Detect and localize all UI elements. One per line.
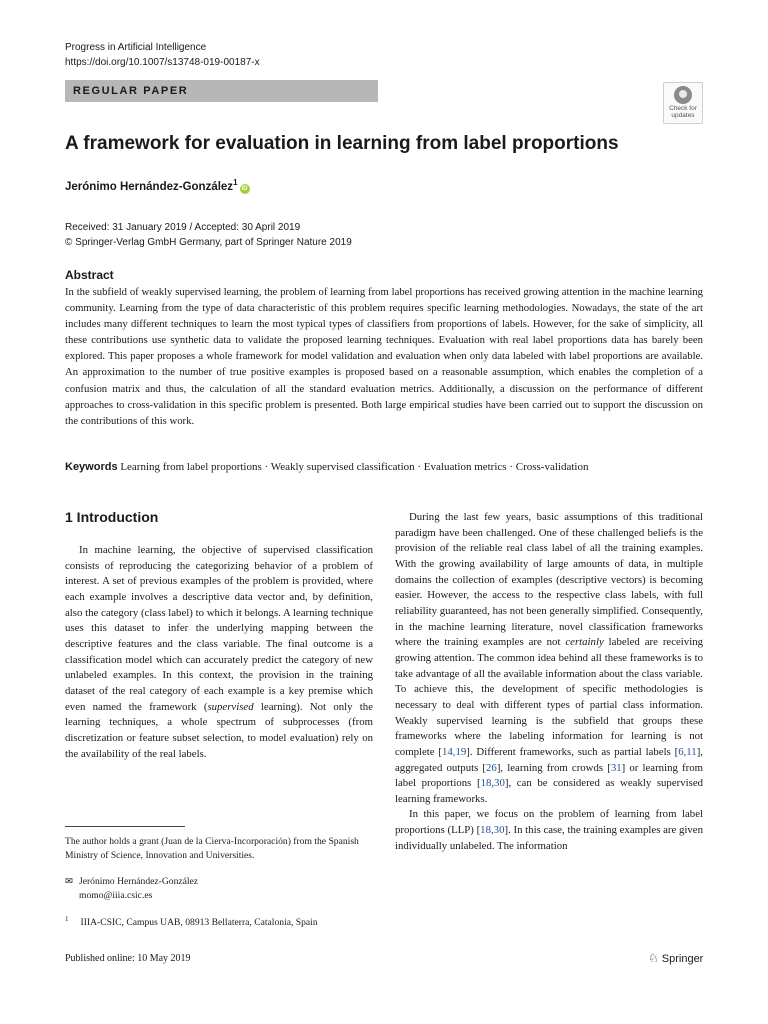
author-name: Jerónimo Hernández-González bbox=[65, 180, 234, 193]
check-updates-line-1: Check for bbox=[669, 105, 697, 112]
intro-paragraph-3: In this paper, we focus on the problem of learning from label proportions (LLP) [18,30]. In this case, the training examples are given individually unlabeled. The information bbox=[395, 808, 703, 852]
keywords-label: Keywords bbox=[65, 461, 118, 473]
correspondence-name: Jerónimo Hernández-González bbox=[79, 876, 199, 887]
journal-name: Progress in Artificial Intelligence bbox=[65, 42, 207, 53]
funding-footnote: The author holds a grant (Juan de la Cierva-Incorporación) from the Spanish Ministry of Science, Innovation and Universities. bbox=[65, 836, 359, 861]
affiliation bbox=[65, 912, 375, 930]
section-heading: 1 Introduction bbox=[65, 509, 159, 525]
publisher-name: Springer bbox=[661, 953, 704, 965]
abstract-heading: Abstract bbox=[65, 268, 114, 282]
publisher-logo bbox=[648, 951, 703, 965]
journal-info bbox=[65, 40, 260, 70]
keywords-line bbox=[65, 461, 705, 473]
crossmark-icon bbox=[674, 86, 692, 104]
right-column bbox=[395, 510, 703, 854]
paper-title: A framework for evaluation in learning from label proportions bbox=[65, 133, 619, 154]
citation-link[interactable]: 14,19 bbox=[442, 745, 467, 758]
footnote-divider bbox=[65, 826, 185, 827]
article-dates bbox=[65, 220, 352, 250]
intro-paragraph-1: In machine learning, the objective of supervised classification consists of reproducing the categorizing behavior of a problem of interest. A set of previous examples of the problem is provided, where each example involves a descriptive data vector and, by definition, also the category (class label) to which it belongs. A learning technique uses this dataset to infer the underlying mapping between the descriptive features and the class variable. The final outcome is a classification model which can accurately predict the category of new unlabeled examples. In this context, the provision in the training dataset of the real category of each example is a key premise which even named the framework (supervised learning). Not only the learning techniques, a whole spectrum of subprocesses (from discretization or feature subset selection, to model evaluation) rely on the availability of the real labels. bbox=[65, 544, 373, 760]
check-updates-line-2: updates bbox=[671, 111, 695, 119]
citation-link[interactable]: 31 bbox=[610, 761, 622, 774]
citation-link[interactable]: 18,30 bbox=[480, 824, 505, 837]
check-for-updates-badge[interactable] bbox=[663, 82, 703, 124]
citation-link[interactable]: 18,30 bbox=[480, 777, 505, 790]
affiliation-mark: 1 bbox=[233, 178, 238, 187]
author-line bbox=[65, 178, 250, 194]
abstract-text: In the subfield of weakly supervised learning, the problem of learning from label proportions has received growing attention in the machine learning community. Learning from the type of data characteristic of this problem requires specific learning methodologies. Nowadays, the state of the art includes many different techniques to learn the most typical types of classifiers from proportions of labels. However, for the sake of simplicity, all these contributions use synthetic data to validate the proposed learning techniques. Evaluation with real label proportions data has barely been explored. This paper proposes a whole framework for model validation and evaluation when only data labeled with label proportions are available. An approximation to the number of true positive examples is proposed based on a reasonable assumption, which enables the completion of a confusion matrix and thus, the calculation of all the standard evaluation metrics. Additionally, a discussion on the performance of different approaches to cross-validation in this specific problem is presented. Both large empirical studies have been carried out to support the discussion on the contributions of this work. bbox=[65, 286, 703, 427]
envelope-icon: ✉ bbox=[65, 876, 74, 887]
orcid-icon[interactable]: iD bbox=[241, 185, 248, 192]
received-accepted: Received: 31 January 2019 / Accepted: 30 April 2019 bbox=[65, 222, 301, 233]
published-date: Published online: 10 May 2019 bbox=[65, 953, 191, 964]
article-type-banner: REGULAR PAPER bbox=[65, 80, 378, 102]
doi-link[interactable]: https://doi.org/10.1007/s13748-019-00187-x bbox=[65, 57, 260, 68]
left-column bbox=[65, 543, 373, 762]
affiliation-number: 1 bbox=[65, 915, 69, 923]
correspondence-email[interactable]: momo@iiia.csic.es bbox=[79, 890, 153, 901]
intro-paragraph-2: During the last few years, basic assumptions of this traditional paradigm have been challenged. One of these challenged beliefs is the provision of the reliable real class label of all the training examples. With the growing availability of large amounts of data, in multiple domains the collection of examples (descriptive vectors) is becoming easier. However, the access to the respective class labels, with full reliability guaranteed, has not been generally simplified. Consequently, in the machine learning literature, novel classification frameworks where the training examples are not certainly labeled are receiving growing attention. The common idea behind all these frameworks is to take advantage of all the available information about the class variable. To achieve this, the development of specific methodologies is necessary to deal with different types of partial class information. Weakly supervised learning is the subfield that groups these frameworks where the labeling information for learning is not complete [14,19]. Different frameworks, such as partial labels [6,11], aggregated outputs [26], learning from crowds [31] or learning from label proportions [18,30], can be considered as weakly supervised learning frameworks. bbox=[395, 511, 704, 805]
keywords-text: Learning from label proportions · Weakly supervised classification · Evaluation metrics · Cross-validation bbox=[120, 461, 589, 473]
correspondence bbox=[65, 875, 375, 903]
citation-link[interactable]: 6,11 bbox=[678, 745, 697, 758]
copyright-line: © Springer-Verlag GmbH Germany, part of Springer Nature 2019 bbox=[65, 237, 352, 248]
springer-horse-icon: ♘ bbox=[648, 951, 659, 965]
affiliation-text: IIIA-CSIC, Campus UAB, 08913 Bellaterra, Catalonia, Spain bbox=[80, 917, 318, 929]
citation-link[interactable]: 26 bbox=[486, 761, 497, 774]
